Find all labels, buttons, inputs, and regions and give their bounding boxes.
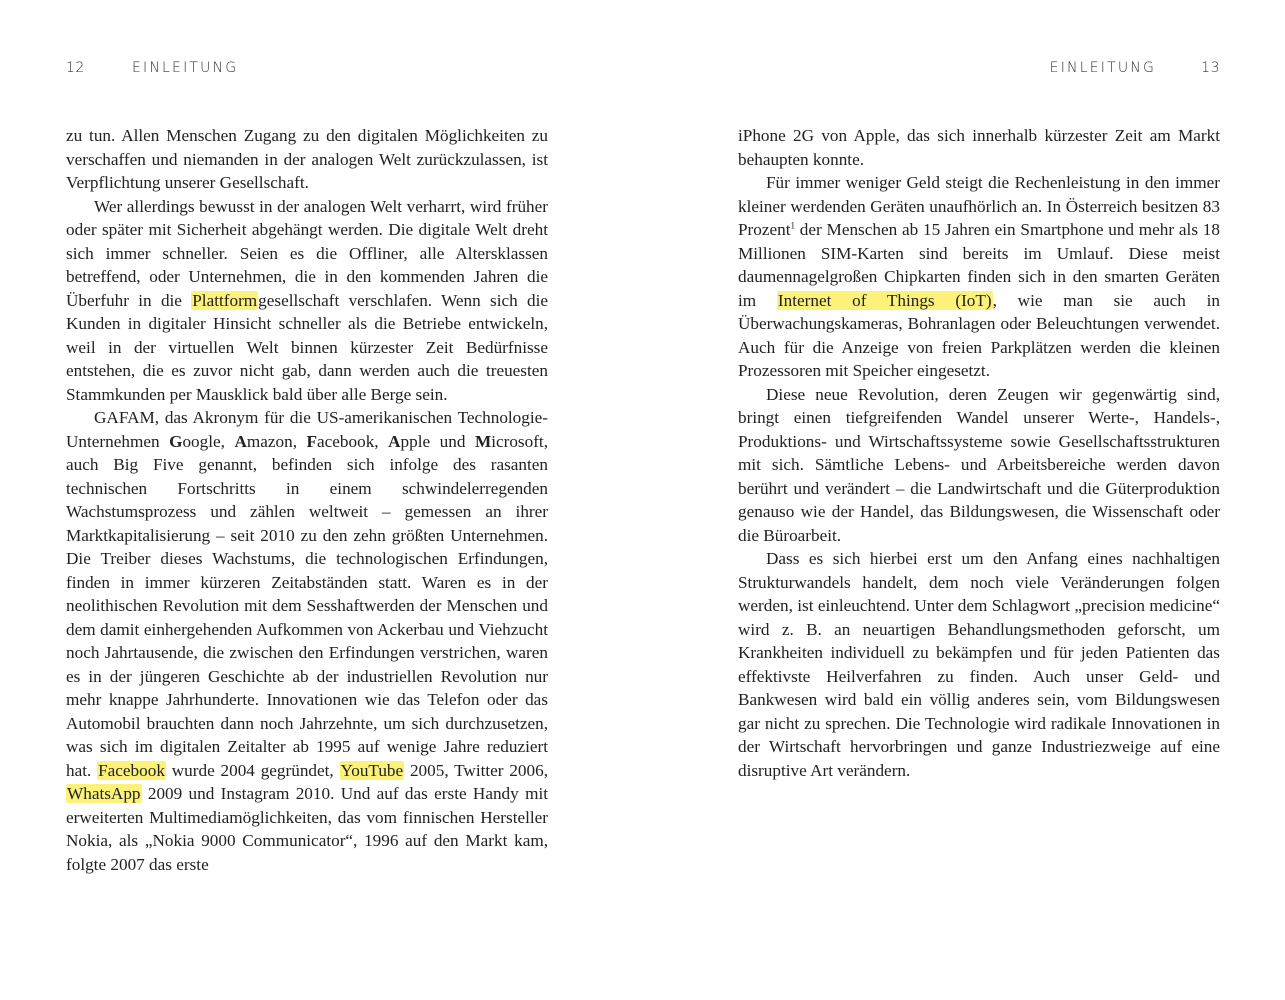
running-title: EINLEITUNG [1049, 60, 1156, 76]
paragraph [66, 406, 548, 876]
highlighted-term: Plattform [192, 290, 258, 310]
text-span: GAFAM, das Akronym für die US-amerikanischen Technologie-Unternehmen [66, 408, 548, 451]
text-span: iPhone 2G von Apple, das sich innerhalb kürzester Zeit am Markt behaupten konnte. [738, 126, 1220, 169]
footnote-marker[interactable]: 1 [790, 220, 796, 231]
highlighted-term: Internet of Things (IoT) [777, 290, 992, 310]
text-span: zu tun. Allen Menschen Zugang zu den digitalen Möglichkeiten zu verschaffen und niemanden in der analogen Welt zurückzulassen, ist Verpflichtung unserer Gesellschaft. [66, 126, 548, 192]
text-span: der Menschen ab 15 Jahren ein Smartphone und mehr als 18 Millionen SIM-Karten sind bereits im Umlauf. Diese meist daumennagelgroßen Chipkarten finden sich in den smarten Geräten im [738, 220, 1220, 310]
text-span: wurde 2004 gegründet, [165, 760, 340, 780]
text-span: 2005, Twitter 2006, [404, 760, 548, 780]
acronym-initial: M [474, 431, 492, 451]
text-span: oogle, [182, 431, 235, 451]
left-page [0, 0, 642, 1000]
text-span: acebook, [317, 431, 389, 451]
right-page-body [738, 124, 1220, 782]
highlighted-term: Facebook [98, 760, 165, 780]
paragraph [738, 383, 1220, 548]
text-span: pple und [400, 431, 475, 451]
paragraph [738, 547, 1220, 782]
text-span: mazon, [246, 431, 307, 451]
page-number: 13 [1201, 60, 1220, 76]
acronym-initial: G [169, 431, 183, 451]
page-number: 12 [66, 60, 85, 76]
highlighted-term: YouTube [340, 760, 404, 780]
paragraph [738, 171, 1220, 383]
left-page-body [66, 124, 548, 876]
acronym-initial: F [306, 431, 318, 451]
paragraph [738, 124, 1220, 171]
acronym-initial: A [234, 431, 247, 451]
acronym-initial: A [388, 431, 401, 451]
paragraph [66, 124, 548, 195]
highlighted-term: WhatsApp [67, 784, 141, 803]
text-span: Für immer weniger Geld steigt die Rechenleistung in den immer kleiner werdenden Geräten unaufhörlich an. In Österreich besitzen 83 Prozent [738, 173, 1220, 239]
text-span: , wie man sie auch in Überwachungskameras, Bohranlagen oder Beleuchtungen verwendet. Auch für die Anzeige von freien Parkplätzen werden die kleinen Prozessoren mit Speicher eingesetzt. [738, 290, 1220, 380]
paragraph [66, 195, 548, 407]
text-span: Diese neue Revolution, deren Zeugen wir gegenwärtig sind, bringt einen tiefgreifenden Wandel unserer Werte-, Handels-, Produktions- und Wirtschaftssysteme sowie Gesellschaftsstrukturen mit sich. Sämtliche Lebens- und Arbeitsbereiche werden davon berührt und verändert – die Landwirtschaft und die Güterproduktion genauso wie der Handel, das Bildungswesen, die Wissenschaft oder die Büroarbeit. [738, 384, 1220, 545]
text-span: 2009 und Instagram 2010. Und auf das erste Handy mit erweiterten Multimediamöglichkeiten, das vom finnischen Hersteller Nokia, als „Nokia 9000 Communicator“, 1996 auf den Markt kam, folgte 2007 das erste [66, 784, 548, 874]
text-span: icrosoft, auch Big Five genannt, befinden sich infolge des rasanten technischen Fortschritts in einem schwindelerregenden Wachstumsprozess und zählen weltweit – gemessen an ihrer Marktkapitalisierung – seit 2010 zu den zehn größten Unternehmen. Die Treiber dieses Wachstums, die technologischen Erfindungen, finden in immer kürzeren Zeitabständen statt. Waren es in der neolithischen Revolution mit dem Sesshaftwerden der Menschen und dem damit einhergehenden Aufkommen von Ackerbau und Viehzucht noch Jahrtausende, die zwischen den Erfindungen verstrichen, waren es in der jüngeren Geschichte ab der industriellen Revolution nur mehr knappe Jahrhunderte. Innovationen wie das Telefon oder das Automobil brauchten dann noch Jahrzehnte, um sich durchzusetzen, was sich im digitalen Zeitalter ab 1995 auf wenige Jahre reduziert hat. [66, 431, 549, 780]
text-span: gesellschaft verschlafen. Wenn sich die Kunden in digitaler Hinsicht schneller als die Betriebe entwickeln, weil in der virtuellen Welt binnen kürzester Zeit Bedürfnisse entstehen, die es zuvor nicht gab, dann werden auch die treuesten Stammkunden per Mausklick bald über alle Berge sein. [66, 290, 548, 404]
text-span: Dass es sich hierbei erst um den Anfang eines nachhaltigen Strukturwandels handelt, dem noch viele Veränderungen folgen werden, ist einleuchtend. Unter dem Schlagwort „precision medicine“ wird z. B. an neuartigen Behandlungsmethoden geforscht, um Krankheiten individuell zu bekämpfen und für jeden Patienten das effektivste Heilverfahren zu finden. Auch unser Geld- und Bankwesen wird bald ein völlig anderes sein, vom Bildungswesen gar nicht zu sprechen. Die Technologie wird radikale Innovationen in der Wirtschaft hervorbringen und ganze Industriezweige auf eine disruptive Art verändern. [738, 549, 1220, 780]
right-page [642, 0, 1285, 1000]
running-title: EINLEITUNG [132, 60, 239, 76]
text-span: Wer allerdings bewusst in der analogen Welt verharrt, wird früher oder später mit Sicherheit abgehängt werden. Die digitale Welt dreht sich immer schneller. Seien es die Offliner, alle Altersklassen betreffend, oder Unternehmen, die in den kommenden Jahren die Überfuhr in die [66, 196, 548, 310]
